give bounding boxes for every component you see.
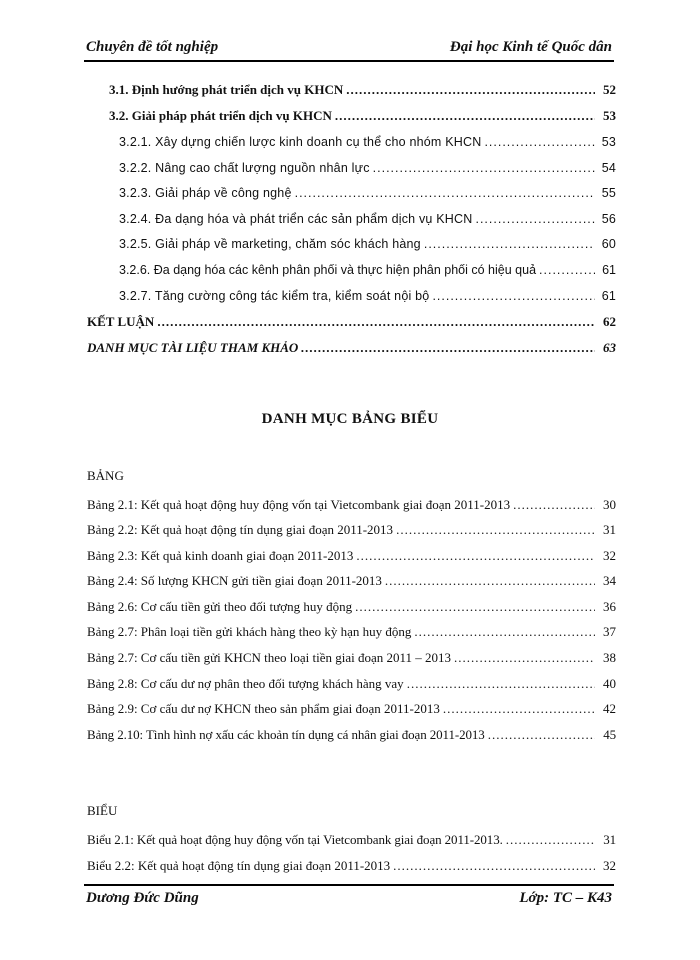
toc-entry[interactable]: 3.2.5. Giải pháp về marketing, chăm sóc khách hàng ..... 60 — [119, 233, 616, 255]
table-entry[interactable]: Bảng 2.10: Tình hình nợ xấu các khoản tín dụng cá nhân giai đoạn 2011-2013 ..... 45 — [87, 724, 616, 746]
toc-entry[interactable]: 3.2.7. Tăng cường công tác kiểm tra, kiểm soát nội bộ ..... 61 — [119, 285, 616, 307]
charts-label: BIỂU — [87, 803, 118, 818]
toc-entry-conclusion[interactable]: KẾT LUẬN ..... 62 — [87, 311, 616, 333]
page-footer — [84, 884, 614, 908]
toc-entry[interactable]: 3.1. Định hướng phát triển dịch vụ KHCN ..... 52 — [109, 79, 616, 101]
header-right: Đại học Kinh tế Quốc dân — [449, 39, 612, 55]
chart-entry[interactable]: Biểu 2.2: Kết quả hoạt động tín dụng giai đoạn 2011-2013 ..... 32 — [87, 855, 616, 877]
toc-entry[interactable]: 3.2.2. Nâng cao chất lượng nguồn nhân lực ..... 54 — [119, 157, 616, 179]
list-of-tables-title: DANH MỤC BẢNG BIỂU — [261, 411, 439, 427]
table-entry[interactable]: Bảng 2.7: Phân loại tiền gửi khách hàng theo kỳ hạn huy động ..... 37 — [87, 621, 616, 643]
toc-entry[interactable]: 3.2.4. Đa dạng hóa và phát triển các sản phẩm dịch vụ KHCN ..... 56 — [119, 208, 616, 230]
table-entry[interactable]: Bảng 2.3: Kết quả kinh doanh giai đoạn 2011-2013 ..... 32 — [87, 545, 616, 567]
table-entry[interactable]: Bảng 2.1: Kết quả hoạt động huy động vốn tại Vietcombank giai đoạn 2011-2013 ..... 30 — [87, 494, 616, 516]
toc-entry[interactable]: 3.2. Giải pháp phát triển dịch vụ KHCN ..... 53 — [109, 105, 616, 127]
toc-entry[interactable]: 3.2.3. Giải pháp về công nghệ ..... 55 — [119, 182, 616, 204]
table-entry[interactable]: Bảng 2.8: Cơ cấu dư nợ phân theo đối tượng khách hàng vay ..... 40 — [87, 673, 616, 695]
header-left: Chuyên đề tốt nghiệp — [86, 39, 219, 55]
table-entry[interactable]: Bảng 2.2: Kết quả hoạt động tín dụng giai đoạn 2011-2013 ..... 31 — [87, 519, 616, 541]
footer-author: Dương Đức Dũng — [86, 890, 199, 906]
toc-entry[interactable]: 3.2.6. Đa dạng hóa các kênh phân phối và thực hiện phân phối có hiệu quả ..... 61 — [119, 259, 616, 281]
table-entry[interactable]: Bảng 2.4: Số lượng KHCN gửi tiền giai đoạn 2011-2013 ..... 34 — [87, 570, 616, 592]
chart-entry[interactable]: Biểu 2.1: Kết quả hoạt động huy động vốn tại Vietcombank giai đoạn 2011-2013. ..... 31 — [87, 829, 616, 851]
table-entry[interactable]: Bảng 2.9: Cơ cấu dư nợ KHCN theo sản phẩm giai đoạn 2011-2013 ..... 42 — [87, 698, 616, 720]
toc-entry-references[interactable]: DANH MỤC TÀI LIỆU THAM KHẢO ..... 63 — [87, 337, 616, 359]
toc-entry[interactable]: 3.2.1. Xây dựng chiến lược kinh doanh cụ thể cho nhóm KHCN ..... 53 — [119, 131, 616, 153]
table-entry[interactable]: Bảng 2.7: Cơ cấu tiền gửi KHCN theo loại tiền giai đoạn 2011 – 2013 ..... 38 — [87, 647, 616, 669]
footer-class: Lớp: TC – K43 — [519, 890, 612, 906]
page-header — [84, 36, 614, 62]
tables-label: BẢNG — [87, 468, 124, 483]
table-entry[interactable]: Bảng 2.6: Cơ cấu tiền gửi theo đối tượng huy động ..... 36 — [87, 596, 616, 618]
